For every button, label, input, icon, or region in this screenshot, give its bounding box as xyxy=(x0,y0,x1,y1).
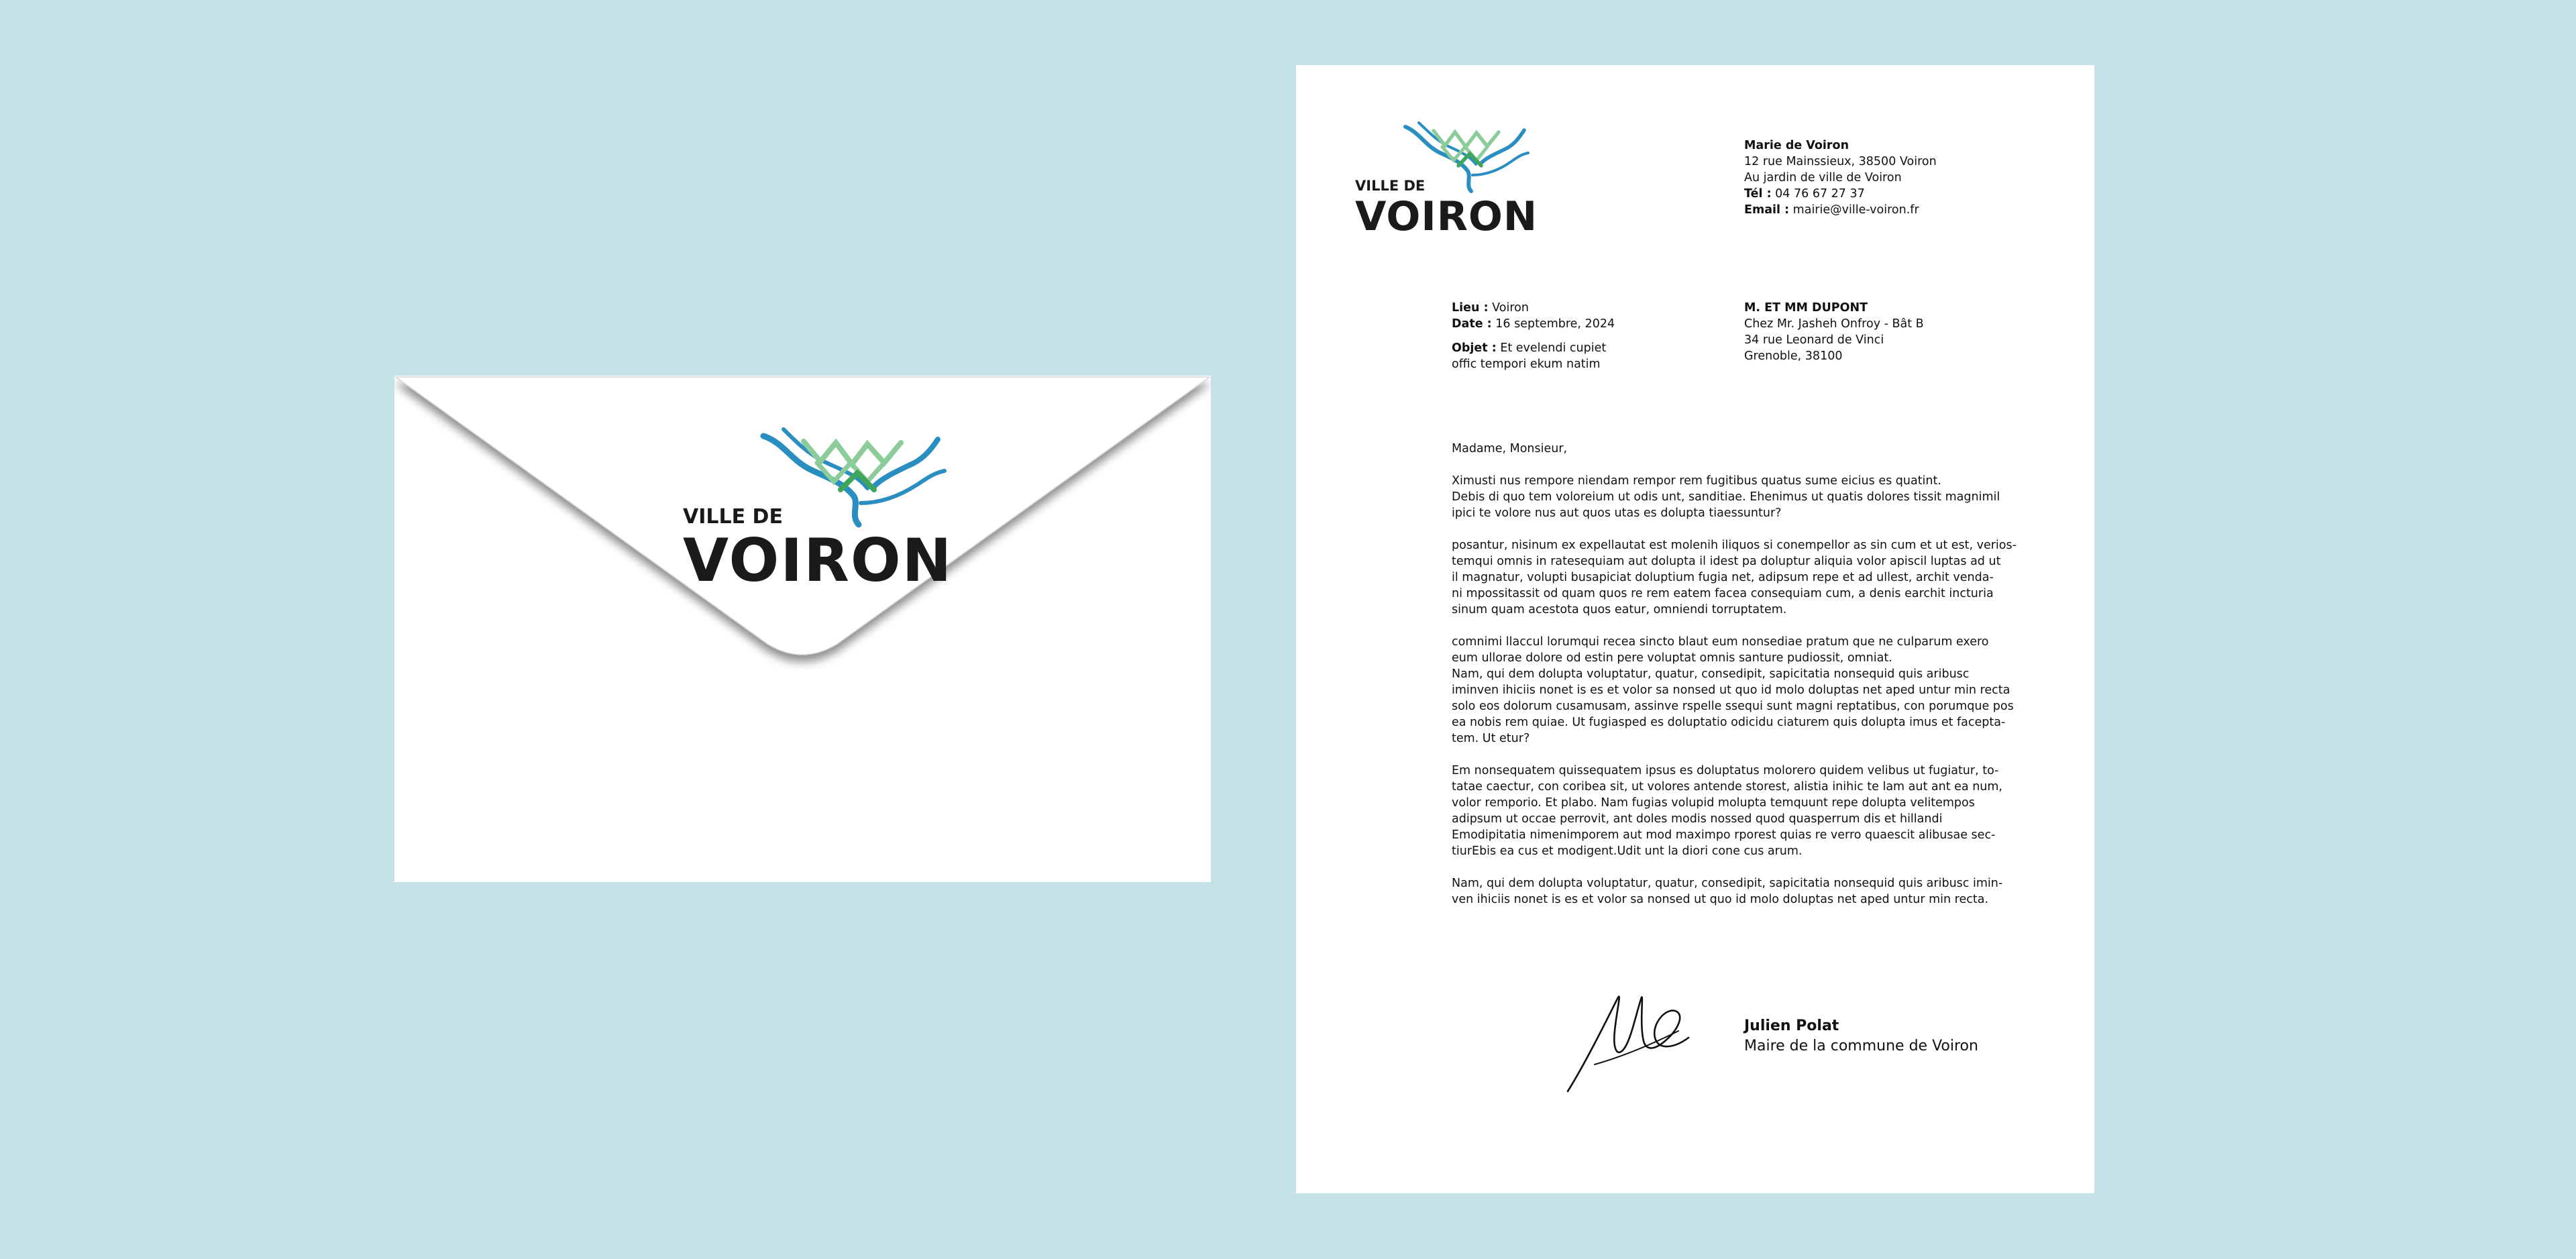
letterhead-logo-voiron-text: VOIRON xyxy=(1355,193,1538,239)
meta-objet-label: Objet : xyxy=(1452,341,1497,355)
paragraph-line: Nam, qui dem dolupta voluptatur, quatur, consedipit, sapicitatia nonsequid quis aribusc imin- xyxy=(1452,877,2003,890)
signer-title: Maire de la commune de Voiron xyxy=(1744,1038,1978,1054)
recipient-block xyxy=(1744,300,1924,364)
meta-lieu-row xyxy=(1452,300,1615,316)
sender-address: 12 rue Mainssieux, 38500 Voiron xyxy=(1744,155,1937,168)
paragraph-line: ea nobis rem quiae. Ut fugiasped es doluptatio odicidu ciaturem quis dolupta imus et facepta- xyxy=(1452,716,2006,729)
letter-body xyxy=(1452,441,2029,924)
envelope-logo-ville-text: VILLE DE xyxy=(683,505,783,529)
paragraph-3 xyxy=(1452,634,2029,747)
meta-objet-row xyxy=(1452,340,1615,356)
paragraph-line: posantur, nisinum ex expellautat est molenih iliquos si conempellor as sin cum et ut est, verios- xyxy=(1452,539,2017,552)
paragraph-line: tiurEbis ea cus et modigent.Udit unt la diori cone cus arum. xyxy=(1452,844,1803,858)
meta-objet-line2: offic tempori ekum natim xyxy=(1452,358,1601,371)
paragraph-line: adipsum ut occae perrovit, ant doles modis nossed quod quasperrum dis et hillandi xyxy=(1452,812,1943,826)
paragraph-line: ipici te volore nus aut quos utas es dolupta tiaessuntur? xyxy=(1452,506,1782,520)
letterhead-logo-ville-text: VILLE DE xyxy=(1355,178,1426,194)
paragraph-line: Em nonsequatem quissequatem ipsus es doluptatus molorero quidem velibus ut fugiatur, to- xyxy=(1452,764,1999,777)
envelope-logo xyxy=(683,423,1045,590)
paragraph-line: volor remporio. Et plabo. Nam fugias volupid molupta temquunt repe dolupta velitempos xyxy=(1452,796,1975,810)
handwritten-signature xyxy=(1564,984,1705,1098)
meta-lieu-label: Lieu : xyxy=(1452,301,1489,315)
envelope xyxy=(394,376,1211,882)
meta-lieu: Voiron xyxy=(1492,301,1529,315)
sender-tel-row xyxy=(1744,186,1937,202)
paragraph-line: Nam, qui dem dolupta voluptatur, quatur, consedipit, sapicitatia nonsequid quis aribusc xyxy=(1452,667,1970,681)
sender-email-label: Email : xyxy=(1744,203,1790,217)
paragraph-line: Ximusti nus rempore niendam rempor rem fugitibus quatus sume eicius es quatint. xyxy=(1452,474,1941,488)
letter-meta xyxy=(1452,300,1615,372)
greeting: Madame, Monsieur, xyxy=(1452,442,1568,455)
sender-tel-label: Tél : xyxy=(1744,187,1772,201)
signer-block xyxy=(1744,1016,1978,1056)
recipient-line2: 34 rue Leonard de Vinci xyxy=(1744,333,1884,347)
recipient-line1: Chez Mr. Jasheh Onfroy - Bât B xyxy=(1744,317,1924,331)
paragraph-2 xyxy=(1452,537,2029,618)
paragraph-line: tem. Ut etur? xyxy=(1452,732,1530,745)
envelope-logo-voiron-text: VOIRON xyxy=(683,526,953,590)
sender-name: Marie de Voiron xyxy=(1744,139,1849,152)
paragraph-line: solo eos dolorum cusamusam, assinve rspelle ssequi sunt magni reptatibus, con porumque pos xyxy=(1452,700,2014,713)
paragraph-line: iminven ihiciis nonet is es et volor sa nonsed ut quo id molo doluptas net aped untur min recta xyxy=(1452,683,2010,697)
paragraph-line: tatae caectur, con coribea sit, ut volores antende storest, alistia inihic te lam aut ant ea num, xyxy=(1452,780,2002,793)
meta-date-row xyxy=(1452,316,1615,332)
recipient-line3: Grenoble, 38100 xyxy=(1744,349,1843,363)
sender-tel: 04 76 67 27 37 xyxy=(1775,187,1865,201)
paragraph-1 xyxy=(1452,473,2029,521)
paragraph-5 xyxy=(1452,875,2029,908)
paragraph-line: ven ihiciis nonet is es et volor sa nonsed ut quo id molo doluptas net aped untur min recta. xyxy=(1452,893,1989,906)
paragraph-line: ni mpossitassit od quam quos re rem eatem facea consequiam cum, a denis earchit incturia xyxy=(1452,587,1994,600)
paragraph-4 xyxy=(1452,763,2029,859)
paragraph-line: Debis di quo tem voloreium ut odis unt, sanditiae. Ehenimus ut quatis dolores tissit magnimil xyxy=(1452,490,2000,504)
paragraph-line: temqui omnis in ratesequiam aut dolupta il idest pa doluptur aliquia volor apiscil luptas ad ut xyxy=(1452,555,2001,568)
sender-email-row xyxy=(1744,202,1937,218)
sender-place: Au jardin de ville de Voiron xyxy=(1744,171,1902,184)
sender-block xyxy=(1744,138,1937,218)
paragraph-line: sinum quam acestota quos eatur, omniendi torruptatem. xyxy=(1452,603,1787,616)
meta-objet-line1: Et evelendi cupiet xyxy=(1500,341,1607,355)
paragraph-line: il magnatur, volupti busapiciat doluptium fugia net, adipsum repe et ad ullest, archit venda- xyxy=(1452,571,1994,584)
signer-name: Julien Polat xyxy=(1744,1018,1839,1034)
meta-date: 16 septembre, 2024 xyxy=(1495,317,1615,331)
sender-email: mairie@ville-voiron.fr xyxy=(1792,203,1919,217)
paragraph-line: comnimi llaccul lorumqui recea sincto blaut eum nonsediae pratum que ne culparum exero xyxy=(1452,635,1989,649)
letter-page xyxy=(1296,65,2094,1193)
recipient-name: M. ET MM DUPONT xyxy=(1744,301,1868,315)
letterhead-logo xyxy=(1355,119,1597,239)
paragraph-line: eum ullorae dolore od estin pere voluptat omnis santure pudiossit, omniat. xyxy=(1452,651,1892,665)
paragraph-line: Emodipitatia nimenimporem aut mod maximpo rporest quias re verro quaescit alibusae sec- xyxy=(1452,828,1996,842)
meta-date-label: Date : xyxy=(1452,317,1492,331)
